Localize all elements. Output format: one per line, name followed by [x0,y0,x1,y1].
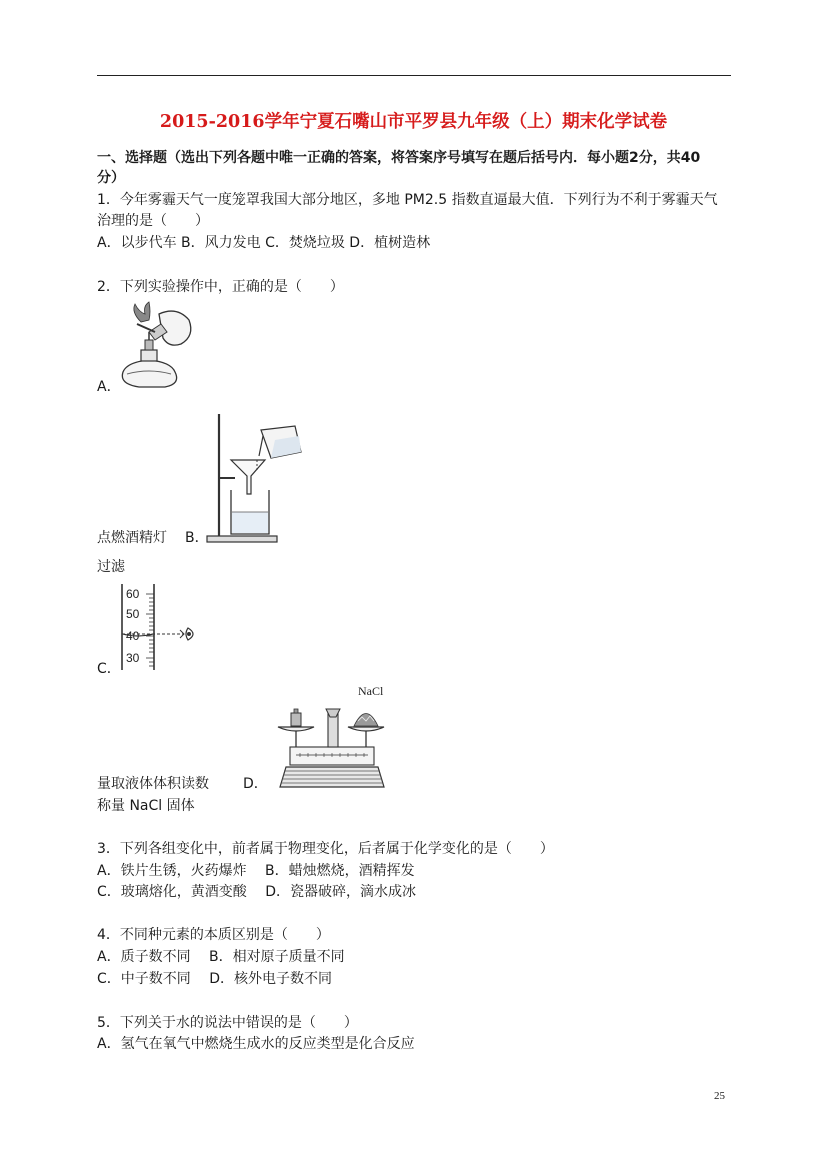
q3-options-row1: A．铁片生锈，火药爆炸 B．蜡烛燃烧，酒精挥发 [97,863,415,879]
q4-options-row1: A．质子数不同 B．相对原子质量不同 [97,949,345,965]
q2-option-b-caption: 过滤 [97,559,125,575]
header-rule [97,75,731,76]
section-heading-line2: 分） [97,170,125,186]
page-number: 25 [714,1090,725,1102]
section-heading-line1: 一、选择题（选出下列各题中唯一正确的答案，将答案序号填写在题后括号内．每小题2分，共40 [97,150,701,166]
q3-options-row2: C．玻璃熔化，黄酒变酸 D．瓷器破碎，滴水成冰 [97,884,417,900]
q2-option-c-caption: 量取液体体积读数 [97,776,209,792]
figure-filtration [205,412,305,544]
q3-stem: 3．下列各组变化中，前者属于物理变化，后者属于化学变化的是（ ） [97,841,554,857]
q4-stem: 4．不同种元素的本质区别是（ ） [97,927,330,943]
q4-options-row2: C．中子数不同 D．核外电子数不同 [97,971,333,987]
q1-options: A．以步代车 B．风力发电 C．焚烧垃圾 D．植树造林 [97,235,431,251]
page-title: 2015-2016学年宁夏石嘴山市平罗县九年级（上）期末化学试卷 [159,112,668,132]
scale-label-40: 40 [126,629,140,643]
q2-option-b-label: B． [185,530,209,546]
nacl-figure-label: NaCl [358,684,384,698]
scale-label-30: 30 [126,651,140,665]
scale-label-60: 60 [126,587,140,601]
q5-stem: 5．下列关于水的说法中错误的是（ ） [97,1015,358,1031]
q2-stem: 2．下列实验操作中，正确的是（ ） [97,279,344,295]
figure-balance-scale [266,683,396,789]
q2-option-d-caption: 称量 NaCl 固体 [97,798,195,814]
q2-option-a-caption: 点燃酒精灯 [97,530,167,546]
q1-stem-line2: 治理的是（ ） [97,213,209,229]
scale-label-50: 50 [126,607,140,621]
q2-option-d-label: D． [243,776,268,792]
q2-option-a-label: A． [97,379,121,395]
figure-alcohol-lamp [115,302,195,390]
q5-option-a: A．氢气在氧气中燃烧生成水的反应类型是化合反应 [97,1036,415,1052]
q2-option-c-label: C． [97,661,121,677]
q1-stem-line1: 1．今年雾霾天气一度笼罩我国大部分地区，多地 PM2.5 指数直逼最大值．下列行为不利于雾霾天气 [97,192,718,208]
figure-graduated-cylinder [118,582,210,672]
